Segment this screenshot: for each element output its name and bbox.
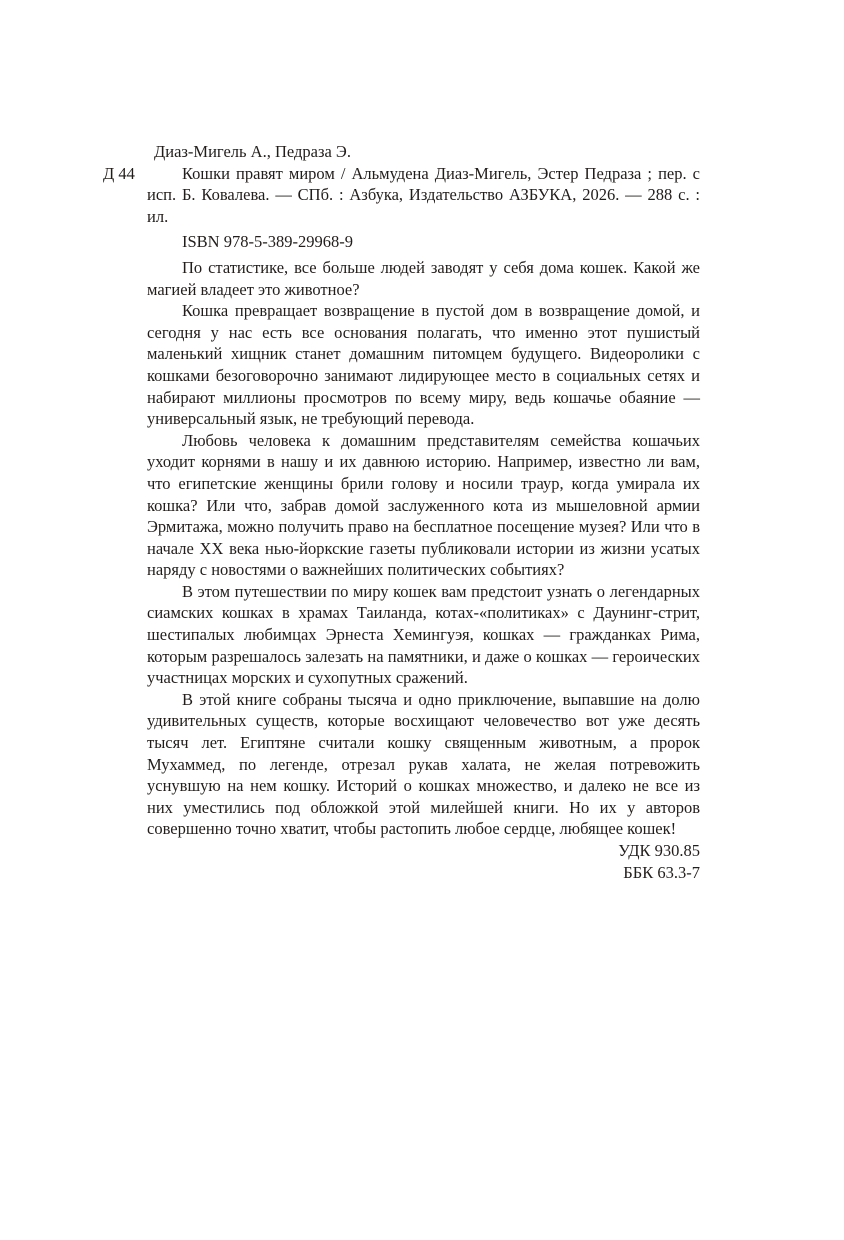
catalog-code: Д 44 [103, 163, 135, 183]
annotation-paragraph: В этой книге собраны тысяча и одно приключение, выпавшие на долю удивительных существ, которые восхищают человечество вот уже десять тысяч лет. Египтяне считали кошку священным животным, а пророк Мухаммед, по легенде, отрезал рукав халата, не желая потревожить уснувшую на нем кошку. Историй о кошках множество, и далеко не все из них уместились под обложкой этой милейшей книги. Но их у авторов совершенно точно хватит, чтобы растопить любое сердце, любящее кошек! [147, 689, 700, 839]
classification-codes [147, 840, 700, 883]
bbk-code: ББК 63.3-7 [623, 862, 700, 882]
annotation-paragraph: По статистике, все больше людей заводят у себя дома кошек. Какой же магией владеет это животное? [147, 257, 700, 299]
annotation [147, 257, 700, 840]
udc-code: УДК 930.85 [618, 841, 700, 860]
author-heading: Диаз-Мигель А., Педраза Э. [154, 142, 351, 161]
imprint-text-block [103, 141, 700, 883]
annotation-paragraph: Любовь человека к домашним представителям семейства кошачьих уходит корнями в нашу и их давнюю историю. Например, известно ли вам, что египетские женщины брили голову и носили траур, когда умирала их кошка? Или что, забрав домой заслуженного кота из мышеловной армии Эрмитажа, можно получить право на бесплатное посещение музея? Или что в начале XX века нью-йоркские газеты публиковали истории из жизни усатых наряду с новостями о важнейших политических событиях? [147, 430, 700, 580]
annotation-paragraph: Кошка превращает возвращение в пустой дом в возвращение домой, и сегодня у нас есть все основания полагать, что именно этот пушистый маленький хищник станет домашним питомцем будущего. Видеоролики с кошками безоговорочно занимают лидирующее место в социальных сетях и набирают миллионы просмотров по всему миру, ведь кошачье обаяние — универсальный язык, не требующий перевода. [147, 301, 700, 429]
isbn-line: ISBN 978-5-389-29968-9 [182, 232, 353, 252]
catalog-entry: Кошки правят миром / Альмудена Диаз-Мигель, Эстер Педраза ; пер. с исп. Б. Ковалева. — СПб. : Азбука, Издательство АЗБУКА, 2026. — 288 с. : ил. [147, 163, 700, 226]
annotation-paragraph: В этом путешествии по миру кошек вам предстоит узнать о легендарных сиамских кошках в храмах Таиланда, котах-«политиках» с Даунинг-стрит, шестипалых любимцах Эрнеста Хемингуэя, кошках — гражданках Рима, которым разрешалось залезать на памятники, и даже о кошках — героических участницах морских и сухопутных сражений. [147, 581, 700, 688]
catalog-entry-row [103, 163, 700, 228]
